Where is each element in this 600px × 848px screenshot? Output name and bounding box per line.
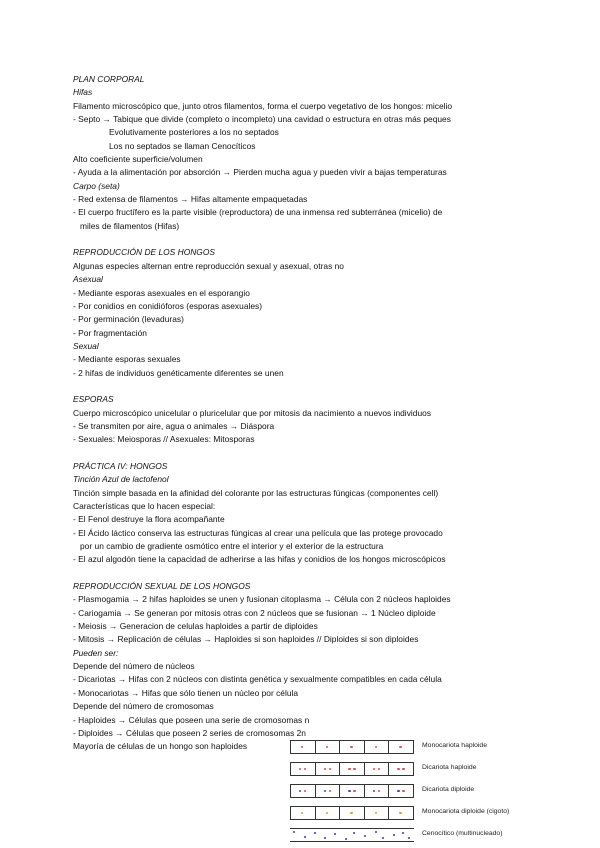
nucleus-dot [304, 790, 306, 792]
diagram-label: Cenocítico (multinucleado) [422, 830, 503, 837]
nucleus-dot [299, 790, 301, 792]
text-line: - Por conidios en conidióforos (esporas asexuales) [73, 300, 263, 311]
subheading: Sexual [73, 340, 99, 351]
spacer [73, 567, 573, 580]
septate-hypha [290, 762, 414, 776]
subheading: Pueden ser: [73, 647, 119, 658]
coenocytic-hypha [290, 828, 414, 842]
section-heading: PLAN CORPORAL [73, 74, 145, 84]
nucleus-dot [334, 833, 336, 835]
text-line: Depende del número de cromosomas [73, 701, 214, 712]
nucleus-dot [329, 790, 331, 792]
nucleus-dot [375, 831, 377, 833]
hypha-cell [365, 741, 390, 753]
text-line: - Mediante esporas asexuales en el esporangio [73, 287, 250, 298]
septate-hypha [290, 806, 414, 820]
nucleus-dot [397, 790, 399, 792]
nucleus-dot [326, 746, 328, 748]
hypha-cell [340, 807, 365, 819]
nucleus-dot [293, 831, 295, 833]
hypha-cell [316, 741, 341, 753]
text-line: Características que lo hacen especial: [73, 501, 216, 511]
diagram-row [286, 828, 586, 844]
nucleus-dot [348, 768, 350, 770]
text-line: Filamento microscópico que, junto otros filamentos, forma el cuerpo vegetativo de los hongos: micelio [73, 100, 453, 111]
hypha-cell [389, 741, 413, 753]
nucleus-dot [329, 768, 331, 770]
text-line: - El cuerpo fructífero es la parte visible (reproductora) de una inmensa red subterránea (micelio) de [73, 207, 443, 218]
nucleus-dot [399, 812, 401, 814]
nucleus-dot [402, 832, 404, 834]
text-line: Tinción simple basada en la afinidad del colorante por las estructuras fúngicas (componentes cell) [73, 487, 439, 498]
nucleus-dot [375, 746, 377, 748]
nucleus-dot [402, 768, 404, 770]
text-line: - Septo → Tabique que divide (completo o incompleto) una cavidad o estructura en otras más peques [73, 114, 451, 125]
diagram-row [286, 740, 586, 756]
text-line: Cuerpo microscópico unicelular o pluricelular que por mitosis da nacimiento a nuevos individuos [73, 407, 432, 418]
text-line: - Haploides → Células que poseen una serie de cromosomas n [73, 714, 310, 725]
text-line: Los no septados se llaman Cenocíticos [109, 140, 256, 151]
text-line: - Mitosis → Replicación de células → Haploides si son haploides // Diploides si son diploides [73, 634, 419, 645]
nucleus-dot [373, 790, 375, 792]
text-line: Depende del número de núcleos [73, 661, 195, 672]
hypha-cell [316, 763, 341, 775]
hypha-cell [389, 763, 413, 775]
text-line: - Por germinación (levaduras) [73, 314, 184, 325]
text-line: - Por fragmentación [73, 327, 147, 338]
hypha-cell [389, 807, 413, 819]
hypha-cell [365, 785, 390, 797]
text-line: miles de filamentos (Hifas) [80, 220, 180, 231]
document-body [73, 73, 573, 754]
nucleus-dot [373, 768, 375, 770]
nucleus-dot [301, 746, 303, 748]
text-line: - Se transmiten por aire, agua o animales → Diáspora [73, 420, 275, 431]
hypha-cell [291, 785, 316, 797]
septate-hypha [290, 784, 414, 798]
nucleus-dot [324, 790, 326, 792]
spacer [73, 233, 573, 246]
hypha-cell [291, 807, 316, 819]
text-line: - Dicariotas → Hifas con 2 núcleos con distinta genética y sexualmente compatibles en cada célula [73, 674, 442, 685]
nucleus-dot [353, 768, 355, 770]
section-heading: REPRODUCCIÓN SEXUAL DE LOS HONGOS [73, 581, 251, 592]
text-line: - Plasmogamia → 2 hifas haploides se unen y fusionan citoplasma → Célula con 2 núcleos haploides [73, 594, 451, 605]
text-line: - 2 hifas de individuos genéticamente diferentes se unen [73, 367, 284, 378]
nucleus-dot [378, 790, 380, 792]
hypha-cell [291, 741, 316, 753]
diagram-label: Monocariota haploide [422, 742, 487, 749]
section-heading: ESPORAS [73, 394, 114, 405]
text-line: - El Fenol destruye la flora acompañante [73, 514, 225, 525]
nucleus-dot [326, 812, 328, 814]
nucleus-dot [382, 837, 384, 839]
hypha-cell [389, 785, 413, 797]
text-line: - Meiosis → Generacion de celulas haploides a partir de diploides [73, 621, 318, 632]
text-line: Algunas especies alternan entre reproducción sexual y asexual, otras no [73, 260, 344, 271]
nucleus-dot [304, 768, 306, 770]
nucleus-dot [345, 838, 347, 840]
text-line: por un cambio de gradiente osmótico entre el interior y el exterior de la estructura [80, 541, 384, 552]
spacer [73, 447, 573, 460]
nucleus-dot [375, 812, 377, 814]
text-line: - Ayuda a la alimentación por absorción → Pierden mucha agua y pueden vivir a bajas temperaturas [73, 167, 447, 178]
hyphae-diagram [286, 740, 586, 848]
subheading: Tinción Azul de lactofenol [73, 474, 169, 485]
nucleus-dot [350, 746, 352, 748]
nucleus-dot [324, 768, 326, 770]
subheading: Asexual [73, 274, 103, 285]
nucleus-dot [393, 834, 395, 836]
nucleus-dot [353, 832, 355, 834]
nucleus-dot [304, 836, 306, 838]
nucleus-dot [324, 837, 326, 839]
hypha-cell [340, 763, 365, 775]
diagram-label: Monocariota diploide (cigoto) [422, 808, 510, 815]
nucleus-dot [399, 746, 401, 748]
text-line: - Diploides → Células que poseen 2 series de cromosomas 2n [73, 727, 306, 738]
nucleus-dot [348, 790, 350, 792]
hypha-cell [340, 785, 365, 797]
diagram-label: Dicariota diploide [422, 786, 475, 793]
nucleus-dot [350, 812, 352, 814]
text-line: Alto coeficiente superficie/volumen [73, 154, 203, 165]
nucleus-dot [301, 812, 303, 814]
diagram-label: Dicariota haploide [422, 764, 477, 771]
diagram-row [286, 784, 586, 800]
subheading: Carpo (seta) [73, 180, 120, 191]
septate-hypha [290, 740, 414, 754]
nucleus-dot [378, 768, 380, 770]
diagram-row [286, 806, 586, 822]
text-line: - Mediante esporas sexuales [73, 354, 181, 365]
hypha-cell [316, 807, 341, 819]
hypha-cell [365, 763, 390, 775]
text-line: - Sexuales: Meiosporas // Asexuales: Mitosporas [73, 434, 255, 445]
text-line: Mayoría de células de un hongo son haploides [73, 741, 248, 752]
nucleus-dot [353, 790, 355, 792]
text-line: Evolutivamente posteriores a los no septados [109, 127, 279, 138]
hypha-cell [291, 763, 316, 775]
nucleus-dot [299, 768, 301, 770]
text-line: - Monocariotas → Hifas que sólo tienen un núcleo por célula [73, 687, 299, 698]
text-line: - Red extensa de filamentos → Hifas altamente empaquetadas [73, 194, 308, 205]
hypha-cell [365, 807, 390, 819]
subheading: Hifas [73, 87, 93, 98]
nucleus-dot [364, 835, 366, 837]
spacer [73, 380, 573, 393]
nucleus-dot [397, 768, 399, 770]
diagram-row [286, 762, 586, 778]
text-line: - El Ácido láctico conserva las estructuras fúngicas al crear una película que las protege provocado [73, 527, 443, 538]
nucleus-dot [314, 832, 316, 834]
hypha-cell [316, 785, 341, 797]
nucleus-dot [402, 790, 404, 792]
text-line: - Cariogamia → Se generan por mitosis otras con 2 núcleos que se fusionan → 1 Núcleo diploide [73, 607, 436, 618]
text-line: - El azul algodón tiene la capacidad de adherirse a las hifas y conidios de los hongos microscópicos [73, 554, 446, 565]
section-heading: REPRODUCCIÓN DE LOS HONGOS [73, 247, 215, 258]
hypha-cell [340, 741, 365, 753]
section-heading: PRÁCTICA IV: HONGOS [73, 460, 168, 471]
nucleus-dot [408, 837, 410, 839]
